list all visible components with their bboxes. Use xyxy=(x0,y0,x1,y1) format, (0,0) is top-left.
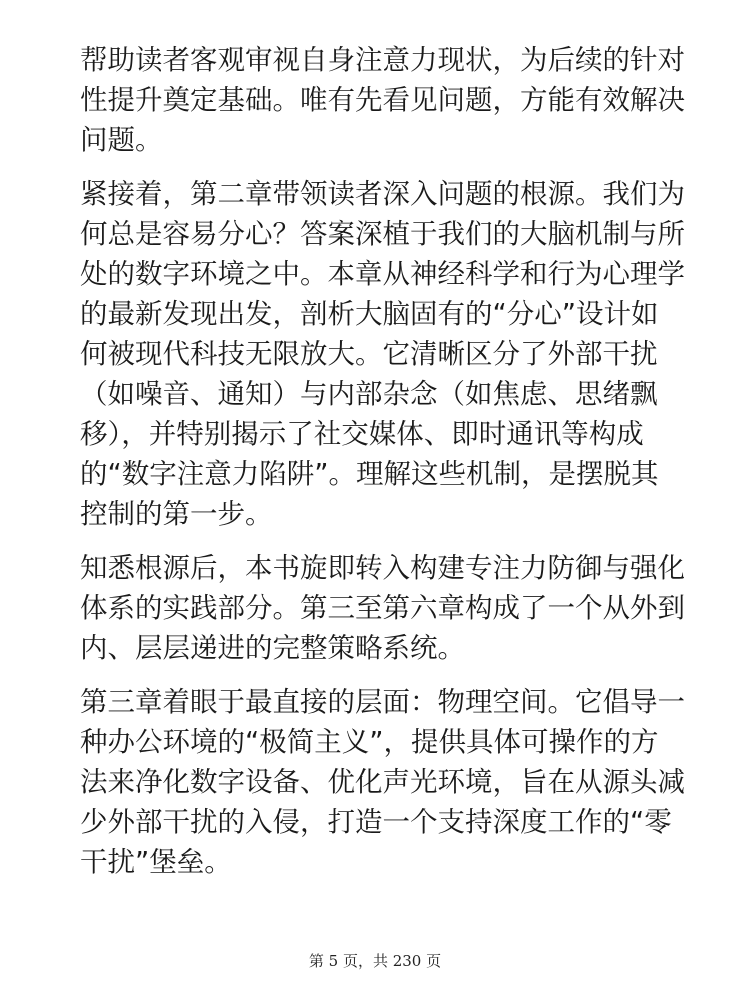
text-line: 的最新发现出发，剖析大脑固有的“分心”设计如 xyxy=(80,298,659,330)
text-line: 干扰”堡垒。 xyxy=(80,846,232,878)
paragraph-2 xyxy=(80,174,685,534)
body-text xyxy=(80,40,685,896)
text-line: 法来净化数字设备、优化声光环境，旨在从源头减 xyxy=(80,766,685,798)
text-line: 性提升奠定基础。唯有先看见问题，方能有效解决 xyxy=(80,84,685,116)
text-line: 控制的第一步。 xyxy=(80,498,273,530)
text-line: 的“数字注意力陷阱”。理解这些机制，是摆脱其 xyxy=(80,458,659,490)
text-line: 知悉根源后，本书旋即转入构建专注力防御与强化 xyxy=(80,552,685,584)
text-line: 第三章着眼于最直接的层面：物理空间。它倡导一 xyxy=(80,686,685,718)
paragraph-1 xyxy=(80,40,685,160)
text-line: 问题。 xyxy=(80,124,163,156)
text-line: 种办公环境的“极简主义”，提供具体可操作的方 xyxy=(80,726,659,758)
paragraph-3 xyxy=(80,548,685,668)
paragraph-4 xyxy=(80,682,685,882)
text-line: 紧接着，第二章带领读者深入问题的根源。我们为 xyxy=(80,178,685,210)
text-line: 内、层层递进的完整策略系统。 xyxy=(80,632,465,664)
text-line: （如噪音、通知）与内部杂念（如焦虑、思绪飘 xyxy=(80,378,658,410)
page-number-footer: 第 5 页，共 230 页 xyxy=(308,952,442,970)
text-line: 处的数字环境之中。本章从神经科学和行为心理学 xyxy=(80,258,685,290)
text-line: 体系的实践部分。第三至第六章构成了一个从外到 xyxy=(80,592,685,624)
text-line: 少外部干扰的入侵，打造一个支持深度工作的“零 xyxy=(80,806,672,838)
text-line: 移），并特别揭示了社交媒体、即时通讯等构成 xyxy=(80,418,644,450)
text-line: 何被现代科技无限放大。它清晰区分了外部干扰 xyxy=(80,338,658,370)
text-line: 帮助读者客观审视自身注意力现状，为后续的针对 xyxy=(80,44,685,76)
text-line: 何总是容易分心？答案深植于我们的大脑机制与所 xyxy=(80,218,685,250)
